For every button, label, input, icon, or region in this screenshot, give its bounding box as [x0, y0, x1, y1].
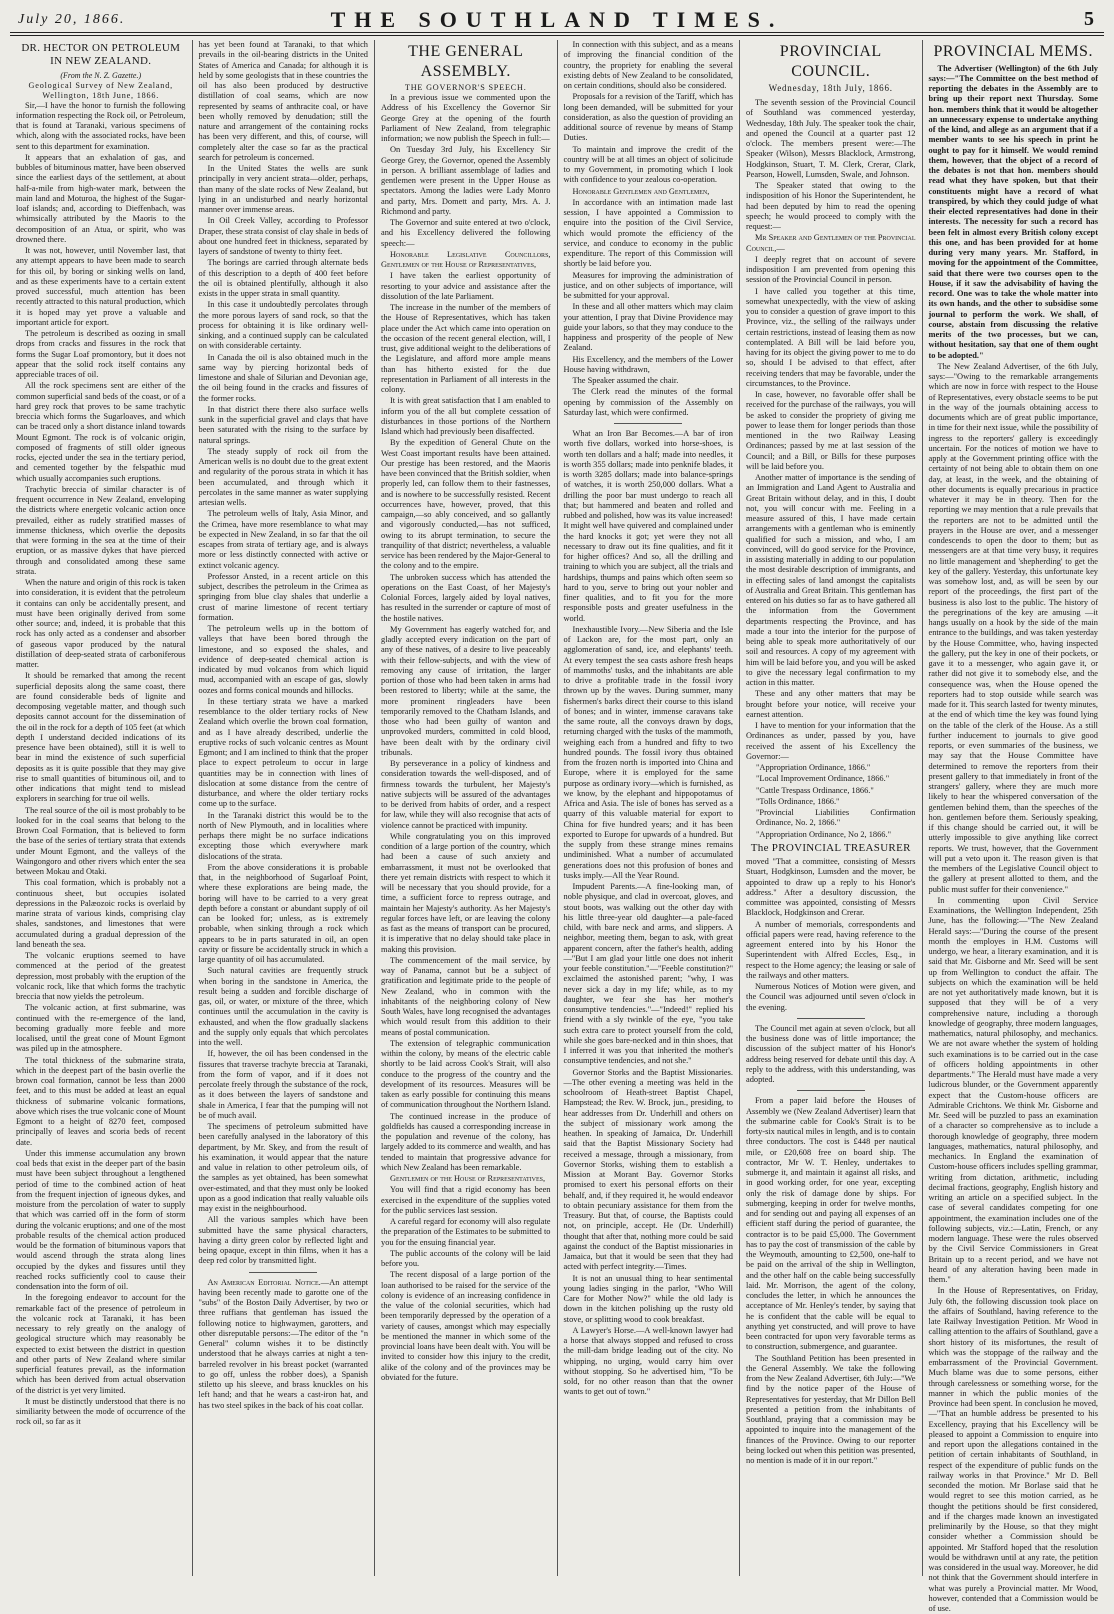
paragraph: On Tuesday 3rd July, his Excellency Sir George Grey, the Governor, opened the Assembly in person. A brilliant assemblage of ladies and gentlemen were present in the Upper House as spectators. Among the ladies were Lady Monro and party, Mrs. Domett and party, Mrs. A. J. Richmond and party. [381, 145, 551, 216]
article-body-petroleum [16, 101, 186, 1428]
paragraph: The Governor and suite entered at two o'clock, and his Excellency delivered the following speech:— [381, 218, 551, 248]
paragraph: In accordance with an intimation made last session, I have appointed a Commission to enquire into the position of the Civil Service, which would promote the efficiency of the service, and conduce to economy in the public expenditure. The report of this Commission will shortly be laid before you. [563, 197, 733, 269]
notice-paragraph [199, 1278, 369, 1411]
columns [10, 40, 1104, 1614]
column-2 [193, 40, 376, 1576]
paragraph: In the House of Representatives, on Friday, July 6th, the following discussion took place on the affairs of Southland, having reference to the late Railway Investigation Petition. Mr Wood in calling attention to the affairs of Southland, gave a short history of its misfortunes, the result of which was the stoppage of the railway and the embarrassment of the Provincial Government. Much blame was due to some persons, either through carelessness or something worse, for the manner in which the public monies of the Province had been spent. In conclusion he moved,—"That an humble address be presented to his Excellency, praying that his Excellency will be pleased to appoint a Commission to enquire into and report upon the allegations contained in the petition of certain inhabitants of Southland, in respect of the expenditure of public funds on the railway works in that Province." Mr D. Bell seconded the motion. Mr Borlase said that he would regret to see this motion carried, as he thought the petitions should be first considered, and if the charges made known an investigated preliminarily by the House, so that they might consider whether a Commission should be appointed. Mr Stafford hoped that the resolution would be withdrawn until at any rate, the petition was considered in the usual way. Moreover, he did not think that the Government should interfere in what was purely a Provincial matter. Mr Wood, however, contended that a Commission would be of use. [928, 1286, 1098, 1614]
paragraph: In Oil Creek Valley, according to Professor Draper, these strata consist of clay shale in beds of about one hundred feet in thickness, separated by layers of sandstone of twenty to thirty feet. [198, 216, 368, 256]
column-6 [923, 40, 1105, 1614]
paragraph: In that district there there also surface wells sunk in the superficial gravel and clays that have been saturated with the rising to the surface by natural springs. [198, 404, 368, 445]
paragraph: Numerous Notices of Motion were given, and the Council was adjourned until seven o'clock in the evening. [746, 982, 916, 1012]
paragraph: I have called you together at this time, somewhat unexpectedly, with the view of asking you to consider a question of grave import to this Province, viz., the selling of the railways under certain restrictions, instead of leasing them as now contemplated. A Bill will be laid before you, having for its object the giving power to me to do so, should I be advised to that effect, after receiving tenders that may be favorable, under the circumstances, to the Province. [746, 286, 916, 388]
paragraph: The specimens of petroleum submitted have been carefully analysed in the laboratory of this department, by Mr. Skey, and from the result of his examination, it would appear that the nature and value in relation to other petroleum oils, of the samples as yet obtained, has been somewhat over-estimated, and that they must only be looked upon as a good indication that really valuable oils may exist in the neighbourhood. [198, 1122, 368, 1213]
paragraph: In Canada the oil is also obtained much in the same way by piercing horizontal beds of limestone and shale of Silurian and Devonian age, the oil being found in the cracks and fissures of the former rocks. [198, 352, 368, 403]
address-salutation: Honorable Legislative Councillors, Gentlemen of the House of Representatives, [381, 249, 551, 270]
page-number: 5 [1084, 8, 1094, 30]
paragraph: In the foregoing endeavor to account for the remarkable fact of the presence of petroleum in the volcanic rock at Taranaki, it has been necessary to rely greatly on the analogy of geological structure which may reasonably be expected to exist between the district in question and other parts of New Zealand where similar superficial features prevail, as the information which has been derived from actual observation of the district is yet very limited. [16, 1293, 186, 1395]
list-item: "Local Improvement Ordinance, 1866." [756, 774, 890, 784]
paragraph: It should be remarked that among the recent superficial deposits along the same coast, there are found considerable beds of lignite and decomposing vegetable matter, and though such deposits cannot account for the dissemination of the oil in the rock for a depth of 105 feet (at which depth I understand decided indications of its presence have been obtained), still it is well to bear in mind the existence of such superficial deposits as it is quite possible that they may give rise to small quantities of bituminous oil, and to other indications that might tend to mislead explorers in searching for true oil wells. [16, 671, 186, 804]
paragraph: His Excellency, and the members of the Lower House having withdrawn, [563, 354, 733, 374]
list-item: "Cattle Trespass Ordinance, 1866." [756, 785, 874, 795]
paragraph: The Speaker assumed the chair. [572, 376, 679, 385]
list-item: "Provincial Liabilities Confirmation Ordinance, No. 2, 1866." [756, 808, 916, 828]
article-heading-provincial-mems: PROVINCIAL MEMS. [933, 43, 1093, 60]
divider [797, 1018, 865, 1019]
paragraph: All the various samples which have been submitted have the same physical characters, having a dirty green color by reflected light and being opaque, except in thin films, when it has a deep red color by transmitted light. [198, 1215, 368, 1266]
article-heading-provincial-council: PROVINCIAL COUNCIL. [779, 43, 882, 80]
paragraph: In the United States the wells are sunk principally in very ancient strata—older, perhaps, than many of the slate rocks of New Zealand, but lying in an undisturbed and nearly horizontal manner over immense areas. [198, 164, 368, 214]
paragraph: To maintain and improve the credit of the country will be at all times an object of solicitude to my Government, in promoting which I look with confidence to your zealous co-operation. [563, 144, 733, 185]
paragraph: From the above considerations it is probable that, in the neighborhood of Sugarloaf Point, where these explorations are being made, the boring will have to be carried to a very great depth before a constant or abundant supply of oil can be looked for; unless, as is extremely probable, when sinking through a rock which appears to be in parts saturated in oil, an open cavity or fissure be accidentally struck in which a large quantity of oil has accumulated. [198, 862, 368, 964]
paragraph: These and any other matters that may be brought before your notice, will receive your earnest attention. [746, 689, 916, 719]
paragraph: All the rock specimens sent are either of the common superficial sand beds of the coast, or of a hard grey rock that proves to be same trachytic breccia which forms the Sugarloaves, and which can be traced only a short distance inland towards Mount Egmont. The rock is of volcanic origin, composed of fragments of still older igneous rocks, ejected under the sea in the tertiary period, and cemented together by the felspathic mud which usually accompanies such eruptions. [16, 381, 186, 483]
paragraph: In these tertiary strata we have a marked resemblance to the older tertiary rocks of New Zealand which overlie the brown coal formation, and as I have already described, underlie the eruptive rocks of such volcanic centres as Mount Egmont; and I am inclined to think that the proper place to expect petroleum to occur in large quantities may be in connection with lines of dislocation at some distance from the centre of disturbance, and where the older tertiary rocks come up to the surface. [198, 696, 368, 809]
paragraph: The unbroken success which has attended the operations on the East Coast, of her Majesty's Colonial Forces, largely aided by loyal natives, has resulted in the surrender or capture of most of the hostile natives. [381, 572, 551, 623]
paragraph: Impudent Parents.—A fine-looking man, of noble physique, and clad in overcoat, gloves, and stout boots, was walking out the other day with his little three-year old daughter—a pale-faced child, with bare neck and arms, and slippers. A neighbor, meeting them, began to ask, with great apparent concern, after the father's health, adding—"But I am glad your little one does not inherit your feeble constitution."—"Feeble constitution?" exclaimed the astonished parent; "why, I was never sick a day in my life; while, as to my daughter, we fear she has her mother's consumptive tendencies."—"Indeed!" replied his friend with a sly twinkle of the eye, "you take such extra care to protect yourself from the cold, while she goes bare-necked and in thin shoes, that I inferred it was you that inherited the mother's consumptive tendencies, and not she." [563, 882, 733, 1066]
paragraph: When the nature and origin of this rock is taken into consideration, it is evident that the petroleum it contains can only be accidentally present, and must have been originally derived from some other source; and, indeed, it is probable that this rock has only acted as a condenser and absorber of gaseous vapor produced by the natural distillation of deep-seated strata of carboniferous matter. [16, 578, 186, 670]
paragraph: A number of memorials, correspondents and official papers were read, having reference to the agreement entered into by his Honor the Superintendent with Alfred Eccles, Esq., in respect to the Home agency; the leasing or sale of the railways and other matters. [746, 919, 916, 980]
paragraph: I have taken the earliest opportunity of resorting to your advice and assistance after the dissolution of the late Parliament. [381, 271, 551, 301]
paragraph: Sir,—I have the honor to furnish the following information respecting the Rock oil, or Petroleum, that is found at Taranaki, various specimens of which, along with the associated rocks, have been sent to this department for examination. [16, 100, 186, 151]
paragraph: In commenting upon Civil Service Examinations, the Wellington Independent, 25th June, has the following:—"The New Zealand Herald says:—"During the course of the present month the employes in H.M. Customs will undergo, we hear, a literary examination, and it is said that Mr. Gisborne and Mr. Seed will be sent up from Wellington to conduct the affair. The subjects on which the examination will be held are not yet authoritatively made known, but it is supposed that they will be of a very comprehensive nature, including a thorough knowledge of geography, three modern languages, mathematics, natural philosophy, and mechanics. We are not aware whether the system of holding such examinations is to be carried out in the case of officers holding appointments in other departments." The Herald must have made a very ludicrous blunder, or the Government apparently expect that the Custom-house officers are Admirable Crichtons. We think Mr. Gisborne and Mr. Seed will be puzzled to pass an examination of a character so comprehensive as to include a thorough knowledge of geography, three modern languages, mathematics, natural philosophy, and mechanics. In England the examination of Custom-house officers includes spelling grammar, writing from dictation, arithmetic, including decimal fractions, geography, English history and writing an article on a specified subject. In the case of several candidates competing for one appointment, the examination includes one of the following subjects, viz.:—Latin, French, or any modern language. These were the rules observed by the Civil Service Commissioners in Great Britain up to a recent period, and we have not heard of any alteration having been made in them." [928, 895, 1098, 1285]
paragraph: If, however, the oil has been condensed in the fissures that traverse trachyte breccia at Taranaki, from the form of vapor, and if it does not percolate freely through the substance of the rock, as it does between the layers of sandstone and shale in America, I fear that the pumping will not be of much avail. [198, 1049, 368, 1120]
masthead-rule [10, 33, 1104, 36]
divider [797, 1090, 865, 1091]
paragraph: Another matter of importance is the sending of an Immigration and Land Agent to Australia and Great Britain without delay, and in this, I doubt not, you will concur with me. Feeling in a measure assured of this, I have made certain arrangements with a gentleman who is eminently qualified for such a mission, and who, I am convinced, will do good service for the Province, in assisting materially in adding to our population the most desirable description of immigrants, and in effecting sales of land amongst the capitalists of Australia and Great Britain. This gentleman has entered on his duties so far as to have gathered all the information from the Government departments respecting the Province, and has made a tour into the interior for the purpose of being able to speak more authoritatively of our soil and resources. A copy of my agreement with him will be laid before you, and you will be asked to give the necessary legal confirmation to my action in this matter. [746, 473, 916, 687]
paragraph: The New Zealand Advertiser, of the 6th July, says:—"Owing to the remarkable arrangements which are now in force with respect to the House of Representatives, every obstacle seems to be put in the way of the journals obtaining access to documents which are of great public importance, in time for their next issue, while the possibility of ingress to the reporters' gallery is exceedingly uncertain. For the notices of motion we have to apply at the Government printing office with the certainty of not being able to obtain them on one day, at least, in the week, and the obtaining of other documents is equally precarious in practice whatever it may be in theory. Then for the reporting we may mention that a rule prevails that the reporters are not to be admitted until the prayers in the House are over, and a messenger condescends to open the door to them; but as messengers are at that time very busy, it requires no little management and 'shepherding' to get the key of the gallery. Yesterday, this unfortunate key was somehow lost, and, as will be seen by our report of the proceedings, the first part of the business is also lost to the public. The history of the peregrinations of the key are amusing —it hangs usually on a hook by the side of the main entrance to the buildings, and was taken yesterday by the House Committee, who, having inspected the gallery, put the key in one of their pockets, or gave it to a messenger, who again gave it, or rather did not give it to somebody else, and the consequence was, when the House opened the reporters had to stop outside while search was made for it. This search lasted for twenty minutes, at the end of which time the key was found lying on the table of the clerk of the House. As a still further inducement to journals to give good reports, or even summaries of the business, we may say that the House Committee have determined to remove the reporters from their present gallery to that immediately in front of the strangers' gallery, where they are much more likely to hear the whispered conversation of the gentlemen behind them, than the speeches of the hon. gentlemen before them. Seriously speaking, if this change should be carried out, it will be utterly impossible to give anything like correct reports. We trust, however, that the Government will put a veto upon it. The reason given is that the members of the Legislative Council object to the gallery at present allotted to them, and the public must suffer for their convenience." [928, 361, 1098, 894]
divider [614, 423, 682, 424]
paragraph: By perseverance in a policy of kindness and consideration towards the well-disposed, and of firmness towards the turbulent, her Majesty's native subjects will be assured of the advantages to be derived from habits of order, and a respect for law, while they will also recognise that acts of violence cannot be practiced with impunity. [381, 759, 551, 830]
paragraph: The total thickness of the submarine strata, which in the deepest part of the basin overlie the brown coal formation, cannot be less than 2000 feet, and to this must be added at least an equal thickness of submarine volcanic formations, above which rises the true volcanic cone of Mount Egmont to a height of 8270 feet, composed principally of leaves and scoria beds of recent date. [16, 1055, 186, 1147]
column-4 [558, 40, 741, 1576]
paragraph: The Council met again at seven o'clock, but all the business done was of little importance; the discussion of the subject matter of his Honor's address being reserved for debate until this day. A reply to the address, with this understanding, was adopted. [746, 1023, 916, 1085]
paragraph: The public accounts of the colony will be laid before you. [381, 1248, 551, 1269]
article-dateline: Geological Survey of New Zealand, Wellington, 18th June, 1866. [28, 80, 173, 100]
paragraph: The petroleum wells up in the bottom of valleys that have been bored through the limestone, and so exposed the shales, and evidence of deep-seated chemical action is indicated by mud volcanos from which liquid mud, accompanied with an escape of gas, slowly oozes and forms conical mounds and hillocks. [198, 624, 368, 695]
paragraph: Under this immense accumulation any brown coal beds that exist in the deeper part of the basin must have been subject throughout a lengthened period of time to the combined action of heat from the frequent injection of igneous dykes, and moisture from the percolation of water to supply that which was carried off in the form of storm during the volcanic eruptions; and one of the most probable results of the chemical action produced would be the formation of bituminous vapors that would ascend through the strata along lines occupied by the dykes and fissures until they reached rocks sufficiently cool to cause their condensation into the form of oil. [16, 1148, 186, 1292]
paragraph: The Speaker stated that owing to the indisposition of his Honor the Superintendent, he had been deputed by him to read the opening speech; he would proceed to comply with the request:— [746, 181, 916, 231]
paragraph: The petroleum is described as oozing in small drops from cracks and fissures in the rock that forms the Sugar Loaf promontory, but it does not appear that the solid rock itself contains any appreciable traces of oil. [16, 329, 186, 380]
list-item: "Tolls Ordinance, 1866." [756, 796, 840, 806]
paragraph: My Government has eagerly watched for, and gladly accepted every indication on the part of any of these natives, of a desire to live peaceably with their fellow-subjects, and with the view of removing any cause of irritation, the larger portion of those who had been taken in arms had been restored to liberty; while at the same, the more prominent ringleaders have been temporarily removed to the Chatham Islands, and those who had been guilty of wanton and unprovoked murders, committed in cold blood, have been dealt with by the ordinary civil tribunals. [381, 624, 551, 757]
paragraph: A Lawyer's Horse.—A well-known lawyer had a horse that always stopped and refused to cross the mill-dam bridge leading out of the city. No whipping, no urging, would carry him over without stopping. So he advertised him, "To be sold, for no other reason than that the owner wants to get out of town." [563, 1325, 733, 1397]
article-heading-general-assembly: THE GENERAL ASSEMBLY. [408, 43, 524, 80]
paragraph: By the expedition of General Chute on the West Coast important results have been attained. Our prestige has been restored, and the Maoris have been convinced that the British soldier, when properly led, can follow them to their fastnesses, and is nowhere to be successfully resisted. Recent occurrences have, however, proved, that this campaign,—so ably conceived, and so gallantly and vigorously conducted,—has not sufficed, owing to its abrupt termination, to secure the tranquility of that district; nevertheless, a valuable service has been rendered by the Major-General to the colony and to the empire. [381, 438, 551, 571]
column-1 [10, 40, 193, 1576]
paragraph: A careful regard for economy will also regulate the preparation of the Estimates to be submitted to you for the ensuing financial year. [381, 1217, 551, 1247]
paragraph: Trachytic breccia of similar character is of frequent occurrence in New Zealand, enveloping the districts where energetic volcanic action once prevailed, either as rudely stratified masses of immense thickness, which overlie the deposits that were forming in the sea at the time of their eruption, or as massive dykes that have pierced through and consolidated among these same strata. [16, 484, 186, 576]
paragraph: The petroleum wells of Italy, Asia Minor, and the Crimea, have more resemblance to what may be expected in New Zealand, in so far that the oil escapes from strata of tertiary age, and is always more or less distinctly connected with active or extinct volcanic agency. [198, 509, 368, 570]
list-item: "Appropriation Ordinance, No 2, 1866." [756, 829, 891, 839]
paragraph: It must be distinctly understood that there is no similiarity between the mode of occurrence of the rock oil, so far as it [16, 1396, 186, 1427]
notice-title: An American Editorial Notice. [207, 1277, 321, 1287]
paragraph: The increase in the number of the members of the House of Representatives, which has taken place under the Act which came into operation on the occasion of the recent general election, will, I trust, give additional weight to the deliberations of the Legislature, and afford more ample means than has hitherto existed for the due representation in Parliament of all interests in the colony. [381, 303, 551, 395]
address-salutation: Mr Speaker and Gentlemen of the Provincial Council,— [746, 233, 916, 253]
paragraph: It is with great satisfaction that I am enabled to inform you of the all but complete cessation of disturbances in those portions of the Northern Island which had previously been disaffected. [381, 396, 551, 437]
paragraph: The steady supply of rock oil from the American wells is no doubt due to the great extent and regularity of the porous strata in which it has been accumulated, and through which it percolates in the same manner as water supplying artesian wells. [198, 446, 368, 507]
paragraph: You will find that a rigid economy has been exercised in the expenditure of the supplies voted for the public services last session. [381, 1185, 551, 1215]
paragraph: The seventh session of the Provincial Council of Southland was commenced yesterday, Wednesday, 18th July. The speaker took the chair, and opened the Council at a quarter past 12 o'clock. The members present were:—The Speaker (Wilson), Messrs Blacklock, Armstrong, Hodgkinson, Stuart, T. M. Clerk, Crerar, Clark, Pearson, Howell, Lumsden, Swale, and Johnson. [746, 98, 916, 179]
paragraph: The Southland Petition has been presented in the General Assembly. We take the following from the New Zealand Advertiser, 6th July:—"We find by the notice paper of the House of Representatives for yesterday, that Mr Dillon Bell presented a petition from the inhabitants of Southland, praying that a commission may be appointed to inquire into the management of the finances of the Province. Owing to our reporter being locked out when this petition was presented, no mention is made of it in our report." [746, 1353, 916, 1466]
paragraph: In the Taranaki district this would be to the north of New Plymouth, and in localities where perhaps there might be no surface indications excepting those which everywhere mark dislocations of the strata. [198, 810, 368, 861]
column-5 [740, 40, 923, 1576]
paragraph: While congratulating you on this improved condition of a large portion of the country, which had been a cause of such anxiety and embarrassment, it must not be overlooked that there yet remain districts with respect to which it will be necessary that you should provide, for a time, a sufficient force to repress outrage, and maintain her Majesty's authority. As her Majesty's regular forces have left, or are leaving the colony as fast as the means of transport can be procured, it is imperative that no delay should take place in making this provision. [381, 831, 551, 954]
paragraph: It is not an unusual thing to hear sentimental young ladies singing in the parlor, "Who Will Care for Mother Now?" while the old lady is down in the kitchen polishing up the rusty old stove, or splitting wood to cook breakfast. [563, 1273, 733, 1324]
paragraph: Measures for improving the administration of justice, and on other subjects of importance, will be submitted for your approval. [563, 270, 733, 300]
paragraph: In connection with this subject, and as a means of improving the financial condition of the country, the propriety for enabling the several existing debts of New Zealand to be consolidated, on certain conditions, should also be considered. [563, 40, 733, 90]
paragraph: The Clerk read the minutes of the formal opening by commission of the Assembly on Saturday last, which were confirmed. [563, 387, 733, 417]
masthead [10, 6, 1104, 33]
paragraph: The continued increase in the produce of goldfields has caused a corresponding increase in the population and revenue of the colony, has largely added to its commerce and wealth, and has tended to maintain that progressive advance for which New Zealand has been remarkable. [381, 1111, 551, 1172]
paragraph: Governor Storks and the Baptist Missionaries.—The other evening a meeting was held in the schoolroom of Heath-street Baptist Chapel, Hampstead; the Rev. W. Brock, jun., presiding, to hear addresses from Dr. Underhill and others on the subject of missionary work among the heathen. In speaking of Jamaica, Dr. Underhill said that the Baptist Missionary Society had received a message, through a missionary, from Governor Storks, wishing them to establish a Mission at Morant Bay. Governor Storks promised to exert his personal efforts on their behalf, and, if they required it, he would endeavor to obtain pecuniary assistance for them from the Treasury. But that, of course, the Baptists could not, on principle, accept. He (Dr. Underhill) thought that after that, nothing more could be said against the conduct of the Baptist missionaries in Jamaica, but that it would be seen that they had acted with perfect integrity.—Times. [563, 1067, 733, 1272]
paragraph: In case, however, no favorable offer shall be received for the purchase of the railways, you will be asked to consider the propriety of giving me power to lease them for longer periods than those mentioned in the two Railway Leasing Ordinances; passed by me at last session of the Council; and a Bill, or Bills for these purposes will be laid before you. [746, 390, 916, 471]
paragraph: In these and all other matters which may claim your attention, I pray that Divine Providence may guide your labors, so that they may conduce to the happiness and prosperity of the people of New Zealand. [563, 302, 733, 353]
paragraph: has yet been found at Taranaki, to that which prevails in the oil-bearing districts in the United States of America and Canada; for although it is held by some geologists that in these countries the oil has also been produced by destructive distillation of coal seams, which are now represented by seams of anthracite coal, or have been wholly removed by denudation; still the nature and arrangement of the containing rocks has been very different, and this, of course, will completely alter the case so far as the practical search for petroleum is concerned. [198, 40, 368, 162]
paragraph: moved "That a committee, consisting of Messrs Stuart, Hodgkinson, Lumsden and the mover, be appointed to draw up a reply to his Honor's address." After a desultory discussion, the committee was appointed, consisting of Messrs Blacklock, Hodgkinson and Crerar. [746, 857, 916, 918]
article-subheading-speech: THE GOVERNOR'S SPEECH. [404, 83, 527, 93]
paragraph: The commencement of the mail service, by way of Panama, cannot but be a subject of gratification and legitimate pride to the people of New Zealand, who in common with the inhabitants of the neighboring colony of New South Wales, have long recognised the advantages which would result from this addition to their means of postal communication. [381, 955, 551, 1037]
paragraph: From a paper laid before the Houses of Assembly we (New Zealand Advertiser) learn that the submarine cable for Cook's Strait is to be forty-six nautical miles in length, and is to contain three conductors. The cost is £448 per nautical mile, or £20,608 free on board ship. The contractor, Mr W. T. Henley, undertakes to submerge it, and maintain it against all risks, and in good working order, for one year, excepting only the risk of damage done by ships. For submerging, keeping in order for twelve months, and for sending out and paying all expenses of an efficient staff during the period of guarantee, the contractor is to be paid £5,000. The Government has to pay the cost of transmission of the cable by the Weymouth, amounting to £2,500, one-half to be paid on the arrival of the ship in Wellington, and the other half on the cable being successfully laid. Mr. Morrison, the agent of the colony, concludes the letter, in which he announces the acceptance of Mr. Henley's tender, by saying that he is confident that the cable will be equal to anything yet constructed, and will prove to have been contracted for upon very favorable terms as to construction, submergence, and guarantee. [746, 1096, 916, 1352]
column-3 [375, 40, 558, 1576]
paragraph: The volcanic action, at first submarine, was continued with the re-emergence of the land, becoming gradually more feeble and more localised, until the great cone of Mount Egmont was piled up in the atmosphere. [16, 1003, 186, 1054]
newspaper-title: THE SOUTHLAND TIMES. [330, 7, 784, 32]
treasurer-subheading: The PROVINCIAL TREASURER [750, 841, 911, 854]
article-heading-petroleum: DR. HECTOR ON PETROLEUM IN NEW ZEALAND. [21, 42, 181, 68]
divider [249, 1272, 317, 1273]
notice-text: —An attempt having been recently made to garotte one of the "subs" of the Boston Daily Advertiser, by two or three ruffians that gentleman has issued the following notice to highwaymen, garotters, and other disreputable persons:—The editor of the "n General" column wishes it to be distinctly understood that he always carries at night a ten-barreled revolver in his breast pocket (warranted to go off, unless the robber does), a Spanish stiletto up his sleeve, and brass knuckles on his left hand; and that he wears a cast-iron hat, and has two steel spikes in the back of his coat collar. [198, 1277, 368, 1410]
paragraph: The volcanic eruptions seemed to have commenced at the period of the greatest depression, most probably with the eruption of the volcanic rock, like that which forms the trachytic breccia that now yields the petroleum. [16, 951, 186, 1002]
paragraph: Such natural cavities are frequently struck when boring in the sandstone in America, the result being a sudden and forcible discharge of gas, oil, or water, or mixture of the three, which continues until the accumulation in the cavity is exhausted, and when the flow gradually slackens and the supply only equals that which percolates into the well. [198, 966, 368, 1047]
paragraph: The Advertiser (Wellington) of the 6th July says:—"The Committee on the best method of reporting the debates in the Assembly are to bring up their report next Thursday. Some hon. members think that it would be altogether an unnecessary expense to undertake anything of the kind, and allege as an argument that if a member wants to see his speech in print he ought to pay for it himself. We would remind them, however, that the object of a record of the debates is not that hon. members should read what they have spoken, but that their constituents might have a record of what transpired, by which they could judge of what their elected representatives had done in their interests. The necessity for such a record has been felt in almost every British colony except this one, and has been provided for at home during very many years. Mr. Stafford, in moving for the appointment of the Committee, said that there were two courses open to the House, if it saw the advisability of having the record. One was to take the whole matter into its own hands, and the other to subsidise some journal to perform the work. We shall, of course, abstain from discussing the relative merits of the two processes, but we can, without hesitation, say that one of them ought to be adopted." [928, 63, 1098, 360]
paragraph: Inexhaustible Ivory.—New Siberia and the Isle of Lackon are, for the most part, only an agglomeration of sand, ice, and elephants' teeth. At every tempest the sea casts ashore fresh heaps of mammoths' tusks, and the inhabitants are able to drive a profitable trade in the fossil ivory thrown up by the waves. During summer, many fishermen's barks direct their course to this island of bones; and in winter, immense caravans take the same route, all the convoys drawn by dogs, returning charged with the tusks of the mammoth, weighing each from a hundred and fifty to two hundred pounds. The fossil ivory thus obtained from the frozen north is imported into China and Europe, where it is employed for the same purpose as ordinary ivory—which is furnished, as we know, by the elephant and hippopotamus of Africa and Asia. The isle of bones has served as a quarry of this valuable material for export to China for five hundred years; and it has been exported to Europe for upwards of a hundred. But the supply from these strange mines remains undiminished. What a number of accumulated generations does not this profusion of bones and tusks imply.—All the Year Round. [563, 624, 733, 880]
paragraph: Professor Ansted, in a recent article on this subject, describes the petroleum in the Crimea as springing from blue clay shales that underlie a crust of marine limestone of recent tertiary formation. [198, 571, 368, 622]
paragraph: I deeply regret that on account of severe indisposition I am prevented from opening this session of the Provincial Council in person. [746, 254, 916, 285]
paragraph: Proposals for a revision of the Tariff, which has long been demanded, will be submitted for your consideration, as also the question of providing an additional source of revenue by means of Stamp Duties. [563, 92, 733, 143]
issue-date: July 20, 1866. [18, 12, 126, 27]
paragraph: What an Iron Bar Becomes.—A bar of iron worth five dollars, worked into horse-shoes, is worth ten dollars and a half; made into needles, it is worth 355 dollars; made into penknife blades, it is worth 3285 dollars; made into balance-springs of watches, it is worth 250,000 dollars. What a drilling the poor bar must undergo to reach all that; but hammered and beaten and rolled and rubbed and polished, how was its value increased! It might well have quivered and complained under the hard knocks it got; yet were they not all necessary to draw out its fine qualities, and fit it for higher offices? And so, all the drilling and training to which you are subject, all the trials and hardships, thumps and pains which often seem so hard to you, serve to bring out your nobler and finer qualities, and to fit you for the more responsible posts and greater usefulness in the world. [563, 429, 733, 623]
ordinance-list [746, 763, 916, 840]
paragraph: It appears that an exhalation of gas, and bubbles of bituminous matter, have been observed since the earliest days of the settlement, at about half-a-mile from high-water mark, between the main land and Moturoa, the highest of the Sugar-loaf islands; and, according to Dieffenbach, was whimsically attributed by the Maoris to the decomposition of an Atua, or spirit, who was drowned there. [16, 152, 186, 244]
paragraph: The extension of telegraphic communication within the colony, by means of the electric cable shortly to be laid across Cook's Strait, will also conduce to the progress of the country and the development of its resources. Measures will be taken as early possible for continuing this means of communication throughout the Northern Island. [381, 1038, 551, 1110]
address-salutation: Honorable Gentlemen and Gentlemen, [572, 186, 710, 196]
paragraph: In this case it undoubtedly percolates through the more porous layers of sand rock, so that the process for obtaining it is like ordinary well-sinking, and a continued supply can be calculated on with considerable certainty. [198, 300, 368, 351]
paragraph: This coal formation, which is probably not a continuous sheet, but occupies isolated depressions in the Palæozoic rocks is overlaid by marine strata of various kinds, comprising clay shales, sandstones, and limestones that were accumulated during a gradual depression of the land beneath the sea. [16, 878, 186, 949]
article-dateline: Wednesday, 18th July, 1866. [768, 83, 893, 94]
paragraph: The recent disposal of a large portion of the loan authorised to be raised for the service of the colony is evidence of an increasing confidence in the value of the colonial securities, which had been temporarily depressed by the operation of a variety of causes, amongst which may especially be mentioned the manner in which some of the provincial loans have been dealt with. You will be invited to consider how this injury to the credit, alike of the colony and of the provinces may be obviated for the future. [381, 1270, 551, 1382]
paragraph: The borings are carried through alternate beds of this description to a depth of 400 feet before the oil is obtained plentifully, although it also exists in the upper strata in small quantity. [198, 258, 368, 298]
list-item: "Appropriation Ordinance, 1866." [756, 763, 871, 772]
article-source: (From the N. Z. Gazette.) [60, 70, 142, 80]
paragraph: In a previous issue we commented upon the Address of his Excellency the Governor Sir George Grey at the opening of the fourth Parliament of New Zealand, from telegraphic information; we now publish the Speech in full:— [381, 93, 551, 144]
address-salutation: Gentlemen of the House of Representatives, [390, 1174, 546, 1184]
paragraph: It was not, however, until November last, that any attempt appears to have been made to search for this oil, by boring or sinking wells on land, and as these experiments have to a certain extent proved successful, much attention has been recently attracted to this natural production, which it is hoped may yet prove a valuable and important article for export. [16, 246, 186, 327]
paragraph: I have to mention for your information that the Ordinances as under, passed by you, have received the assent of his Excellency the Governor:— [746, 721, 916, 761]
paragraph: The real source of the oil is most probably to be looked for in the coal seams that belong to the Brown Coal Formation, that is believed to form the base of the series of tertiary strata that extends under Mount Egmont, and the valleys of the Waingongoro and other rivers which enter the sea between Mokau and Otaki. [16, 805, 186, 877]
